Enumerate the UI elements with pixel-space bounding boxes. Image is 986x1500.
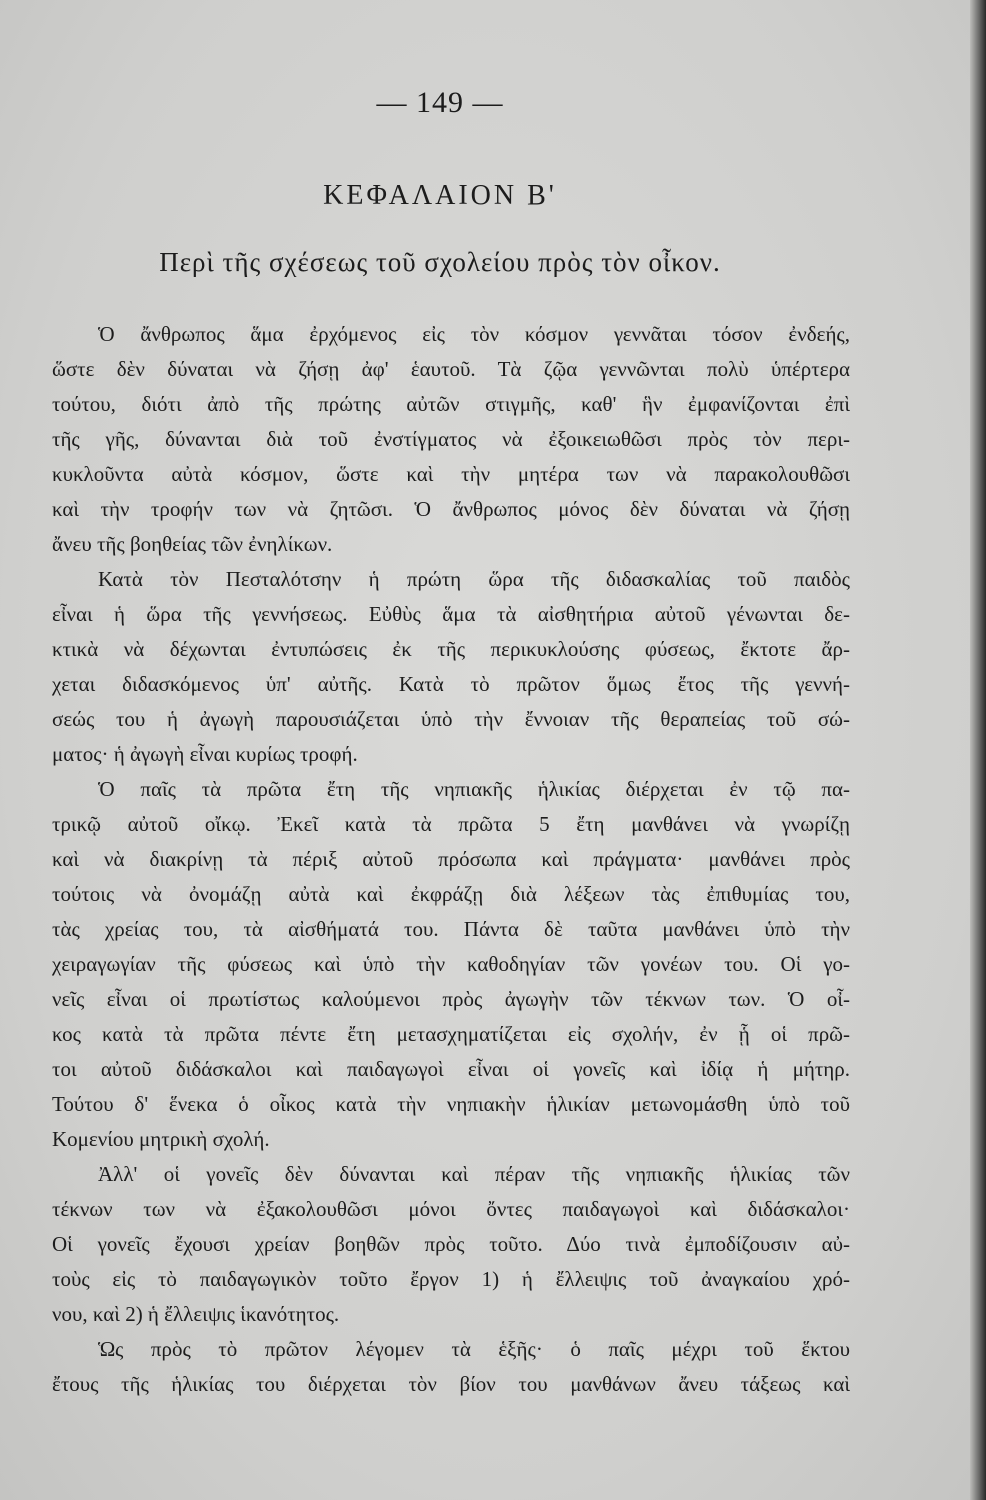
text-line: ὥστε δὲν δύναται νὰ ζήσῃ ἀφ' ἑαυτοῦ. Τὰ ζῷα γεννῶνται πολὺ ὑπέρτερα	[52, 357, 850, 381]
text-line: Κομενίου μητρικὴ σχολή.	[52, 1127, 270, 1151]
text-line: Ὁ παῖς τὰ πρῶτα ἔτη τῆς νηπιακῆς ἡλικίας διέρχεται ἐν τῷ πα-	[98, 777, 850, 801]
text-line: τῆς γῆς, δύνανται διὰ τοῦ ἐνστίγματος νὰ ἐξοικειωθῶσι πρὸς τὸν περι-	[52, 427, 850, 451]
chapter-title: ΚΕΦΑΛΑΙΟΝ Β'	[323, 180, 557, 211]
text-line: Τούτου δ' ἕνεκα ὁ οἶκος κατὰ τὴν νηπιακὴν ἡλικίαν μετωνομάσθη ὑπὸ τοῦ	[52, 1092, 850, 1116]
text-line: Ὡς πρὸς τὸ πρῶτον λέγομεν τὰ ἑξῆς· ὁ παῖς μέχρι τοῦ ἕκτου	[98, 1337, 850, 1361]
text-line: τὰς χρείας του, τὰ αἰσθήματά του. Πάντα δὲ ταῦτα μανθάνει ὑπὸ τὴν	[52, 917, 850, 941]
text-line: ἄνευ τῆς βοηθείας τῶν ἐνηλίκων.	[52, 532, 333, 556]
text-line: εἶναι ἡ ὥρα τῆς γεννήσεως. Εὐθὺς ἅμα τὰ αἰσθητήρια αὐτοῦ γένωνται δε-	[52, 602, 850, 626]
text-line: καὶ τὴν τροφήν των νὰ ζητῶσι. Ὁ ἄνθρωπος μόνος δὲν δύναται νὰ ζήσῃ	[52, 497, 850, 521]
text-line: κυκλοῦντα αὐτὰ κόσμον, ὥστε καὶ τὴν μητέρα των νὰ παρακολουθῶσι	[52, 462, 850, 486]
text-line: ματος· ἡ ἀγωγὴ εἶναι κυρίως τροφή.	[52, 742, 358, 766]
text-line: νου, καὶ 2) ἡ ἔλλειψις ἱκανότητος.	[52, 1302, 340, 1326]
text-line: καὶ νὰ διακρίνῃ τὰ πέριξ αὐτοῦ πρόσωπα καὶ πράγματα· μανθάνει πρὸς	[52, 847, 850, 871]
text-line: σεώς του ἡ ἀγωγὴ παρουσιάζεται ὑπὸ τὴν ἔννοιαν τῆς θεραπείας τοῦ σώ-	[52, 707, 850, 731]
chapter-subtitle: Περὶ τῆς σχέσεως τοῦ σχολείου πρὸς τὸν οἶκον.	[159, 247, 721, 277]
text-line: τοὺς εἰς τὸ παιδαγωγικὸν τοῦτο ἔργον 1) ἡ ἔλλειψις τοῦ ἀναγκαίου χρό-	[52, 1267, 850, 1291]
text-line: χειραγωγίαν τῆς φύσεως καὶ ὑπὸ τὴν καθοδηγίαν τῶν γονέων του. Οἱ γο-	[52, 952, 850, 976]
text-line: τρικῷ αὐτοῦ οἴκῳ. Ἐκεῖ κατὰ τὰ πρῶτα 5 ἔτη μανθάνει νὰ γνωρίζῃ	[52, 812, 850, 836]
page-number: — 149 —	[376, 86, 504, 119]
text-line: νεῖς εἶναι οἱ πρωτίστως καλούμενοι πρὸς ἀγωγὴν τῶν τέκνων των. Ὁ οἶ-	[52, 987, 850, 1011]
text-line: Ὁ ἄνθρωπος ἅμα ἐρχόμενος εἰς τὸν κόσμον γεννᾶται τόσον ἐνδεής,	[98, 322, 850, 346]
text-line: χεται διδασκόμενος ὑπ' αὐτῆς. Κατὰ τὸ πρῶτον ὅμως ἔτος τῆς γεννή-	[52, 672, 850, 696]
text-line: Οἱ γονεῖς ἔχουσι χρείαν βοηθῶν πρὸς τοῦτο. Δύο τινὰ ἐμποδίζουσιν αὐ-	[52, 1232, 850, 1256]
page-edge-shadow	[970, 0, 986, 1500]
text-line: τούτοις νὰ ὀνομάζῃ αὐτὰ καὶ ἐκφράζῃ διὰ λέξεων τὰς ἐπιθυμίας του,	[52, 882, 850, 906]
text-line: κτικὰ νὰ δέχωνται ἐντυπώσεις ἐκ τῆς περικυκλούσης φύσεως, ἔκτοτε ἄρ-	[52, 637, 850, 661]
text-line: ἔτους τῆς ἡλικίας του διέρχεται τὸν βίον του μανθάνων ἄνευ τάξεως καὶ	[52, 1372, 850, 1396]
text-line: τέκνων των νὰ ἐξακολουθῶσι μόνοι ὄντες παιδαγωγοὶ καὶ διδάσκαλοι·	[52, 1197, 850, 1221]
text-line: τοι αὐτοῦ διδάσκαλοι καὶ παιδαγωγοὶ εἶναι οἱ γονεῖς καὶ ἰδίᾳ ἡ μήτηρ.	[52, 1057, 850, 1081]
text-line: Ἀλλ' οἱ γονεῖς δὲν δύνανται καὶ πέραν τῆς νηπιακῆς ἡλικίας τῶν	[98, 1162, 850, 1186]
text-line: κος κατὰ τὰ πρῶτα πέντε ἔτη μετασχηματίζεται εἰς σχολήν, ἐν ᾗ οἱ πρῶ-	[52, 1022, 850, 1046]
text-line: Κατὰ τὸν Πεσταλότσην ἡ πρώτη ὥρα τῆς διδασκαλίας τοῦ παιδὸς	[98, 567, 850, 591]
text-line: τούτου, διότι ἀπὸ τῆς πρώτης αὐτῶν στιγμῆς, καθ' ἣν ἐμφανίζονται ἐπὶ	[52, 392, 850, 416]
